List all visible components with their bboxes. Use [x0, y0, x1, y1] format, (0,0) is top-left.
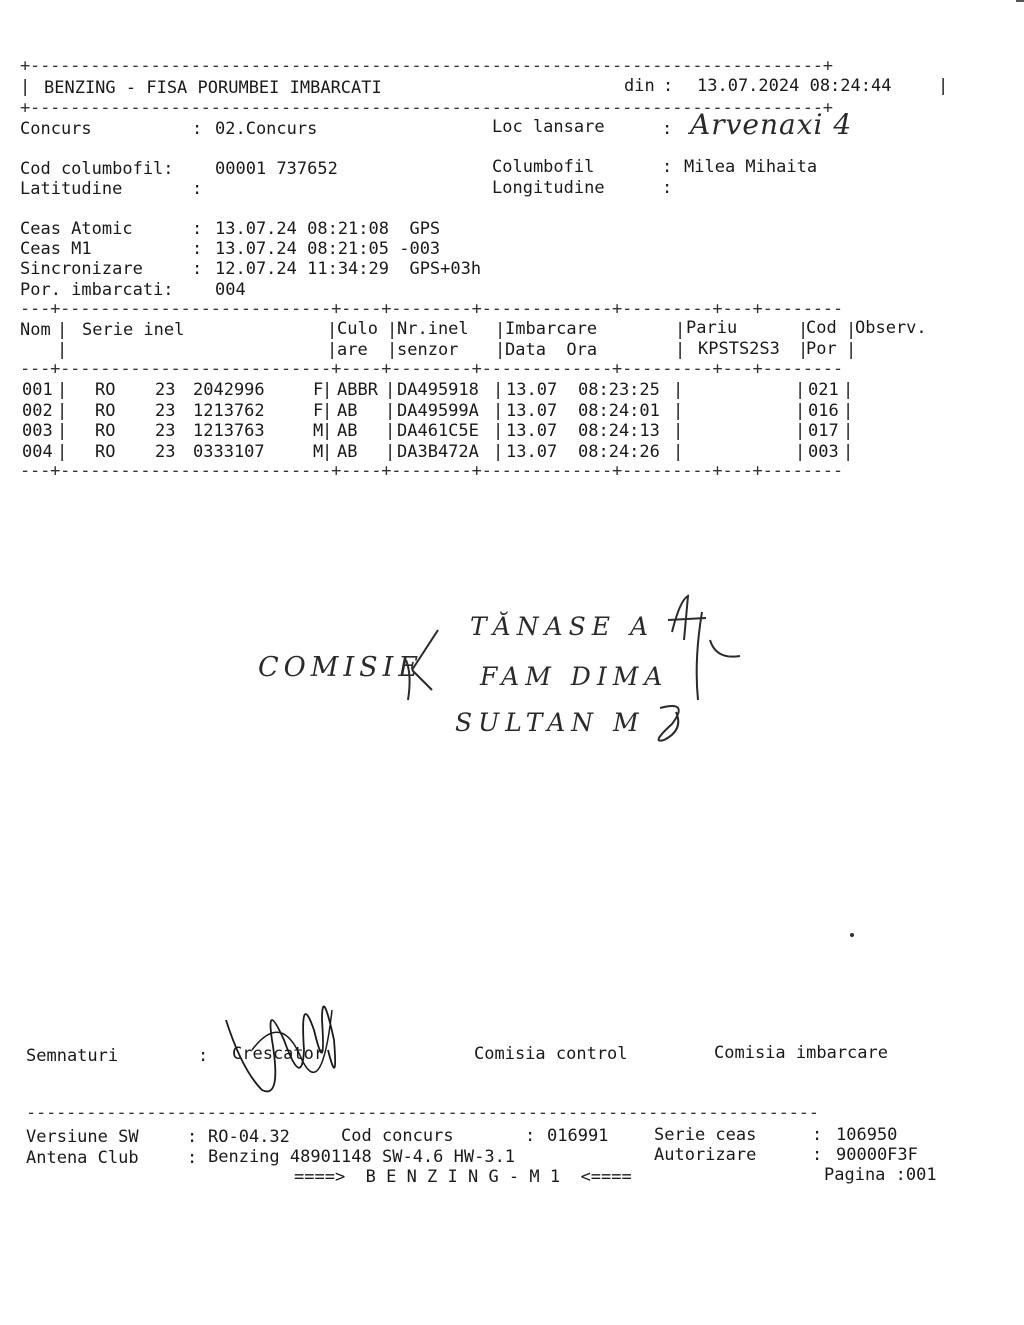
row-senzor: DA49599A [397, 400, 479, 421]
column-divider: | [385, 421, 396, 441]
column-divider: | [673, 421, 684, 441]
autorizare-value: 90000F3F [836, 1145, 918, 1165]
col-pariu-header-2: KPSTS2S3 [698, 339, 780, 359]
ceas-m1-label: Ceas M1 [20, 239, 92, 259]
header-column-divider: | [495, 340, 506, 360]
col-culoare-header-2: are [337, 340, 368, 360]
header-column-divider: | [798, 320, 809, 340]
date-label: din [624, 76, 655, 96]
column-divider: | [57, 380, 68, 400]
column-divider: | [795, 400, 806, 421]
row-an: 23 [155, 441, 176, 462]
column-divider: | [57, 441, 68, 462]
versiune-value: RO-04.32 [208, 1127, 290, 1147]
table-top-border: ---+---------------------------+----+--------+-------------+---------+---+-------- [20, 299, 843, 319]
row-senzor: DA3B472A [397, 441, 479, 462]
header-column-divider: | [675, 340, 686, 360]
header-column-divider: | [387, 340, 398, 360]
serie-ceas-label: Serie ceas [654, 1125, 757, 1145]
row-tara: RO [95, 380, 116, 400]
header-column-divider: | [327, 320, 338, 340]
row-cod: 017 [808, 421, 839, 441]
por-imbarcati-value: 004 [215, 280, 246, 300]
columbofil-value: Milea Mihaita [684, 157, 818, 177]
row-nom: 001 [22, 380, 53, 400]
column-divider: | [493, 441, 504, 462]
row-nom: 004 [22, 441, 53, 462]
column-divider: | [673, 380, 684, 400]
versiune-label: Versiune SW [26, 1127, 139, 1147]
column-divider: | [843, 441, 854, 462]
row-ora: 08:24:01 [578, 400, 660, 421]
row-data: 13.07 [506, 441, 558, 462]
row-an: 23 [155, 380, 176, 400]
table-header-separator: ---+---------------------------+----+--------+-------------+---------+---+-------- [20, 359, 843, 379]
col-imbarcare-header-2: Data Ora [505, 340, 598, 360]
col-senzor-header: Nr.inel [397, 319, 469, 339]
row-sex: M [313, 441, 324, 462]
column-divider: | [493, 400, 504, 421]
row-ora: 08:24:26 [578, 441, 660, 462]
header-column-divider: | [846, 340, 857, 360]
row-tara: RO [95, 441, 116, 462]
ceas-atomic-label: Ceas Atomic [20, 219, 133, 239]
row-data: 13.07 [506, 380, 558, 400]
handwritten-member-3: SULTAN M [455, 708, 645, 737]
table-bottom-border: ---+---------------------------+----+--------+-------------+---------+---+-------- [20, 461, 843, 481]
row-senzor: DA495918 [397, 380, 479, 400]
row-cod: 021 [808, 380, 839, 400]
col-culoare-header: Culo [337, 319, 378, 339]
row-sex: F [313, 380, 324, 400]
longitudine-label: Longitudine [492, 178, 605, 198]
column-divider: | [57, 400, 68, 421]
col-cod-header: Cod [806, 318, 837, 338]
semnaturi-label: Semnaturi [26, 1046, 119, 1066]
column-divider: | [795, 441, 806, 462]
col-serie-header: Serie inel [82, 320, 185, 340]
column-divider: | [322, 400, 333, 421]
row-data: 13.07 [506, 421, 558, 441]
column-divider: | [493, 421, 504, 441]
autorizare-label: Autorizare [654, 1145, 757, 1165]
footer-separator: ------------------------------------------------------------------------------- [26, 1103, 819, 1123]
handwritten-member-2: FAM DIMA [480, 662, 669, 691]
row-ora: 08:24:13 [578, 421, 660, 441]
header-column-divider: | [495, 320, 506, 340]
header-column-divider: | [327, 340, 338, 360]
comisia-imbarcare-label: Comisia imbarcare [714, 1043, 888, 1063]
antena-value: Benzing 48901148 SW-4.6 HW-3.1 [208, 1147, 516, 1167]
row-sex: M [313, 421, 324, 441]
column-divider: | [795, 380, 806, 400]
columbofil-label: Columbofil [492, 157, 595, 177]
concurs-label: Concurs [20, 119, 92, 139]
row-culoare: AB [337, 400, 358, 421]
sincronizare-value: 12.07.24 11:34:29 GPS+03h [215, 259, 482, 279]
col-pariu-header: Pariu [686, 318, 738, 338]
column-divider: | [843, 380, 854, 400]
column-divider: | [795, 421, 806, 441]
header-right-border: | [938, 76, 949, 96]
header-bottom-border: +-------------------------------------------------------------------------------+ [20, 98, 833, 118]
column-divider: | [493, 380, 504, 400]
row-an: 23 [155, 421, 176, 441]
col-imbarcare-header: Imbarcare [505, 319, 598, 339]
row-cod: 016 [808, 400, 839, 421]
concurs-value: 02.Concurs [215, 119, 318, 139]
loc-lansare-handwritten: Arvenaxi 4 [690, 108, 853, 141]
col-nom-header: Nom [20, 320, 51, 340]
column-divider: | [57, 421, 68, 441]
loc-lansare-label: Loc lansare [492, 117, 605, 137]
row-ora: 08:23:25 [578, 380, 660, 400]
row-inel: 1213762 [193, 400, 265, 421]
row-inel: 0333107 [193, 441, 265, 462]
print-date: 13.07.2024 08:24:44 [697, 76, 892, 96]
device-banner: ====> B E N Z I N G - M 1 <==== [294, 1167, 632, 1187]
row-nom: 003 [22, 421, 53, 441]
sincronizare-label: Sincronizare [20, 259, 143, 279]
column-divider: | [385, 441, 396, 462]
row-data: 13.07 [506, 400, 558, 421]
cod-columbofil-value: 00001 737652 [215, 159, 338, 179]
column-divider: | [322, 421, 333, 441]
antena-label: Antena Club [26, 1148, 139, 1168]
column-divider: | [843, 421, 854, 441]
row-tara: RO [95, 400, 116, 421]
document-title: BENZING - FISA PORUMBEI IMBARCATI [44, 78, 382, 98]
por-imbarcati-label: Por. imbarcati: [20, 280, 174, 300]
row-cod: 003 [808, 441, 839, 462]
page-number: Pagina :001 [824, 1165, 937, 1185]
ceas-m1-value: 13.07.24 08:21:05 -003 [215, 239, 441, 259]
column-divider: | [843, 400, 854, 421]
row-inel: 2042996 [193, 380, 265, 400]
row-an: 23 [155, 400, 176, 421]
header-column-divider: | [675, 320, 686, 340]
column-divider: | [322, 441, 333, 462]
header-column-divider: | [57, 320, 68, 340]
cod-concurs-value: 016991 [547, 1126, 609, 1146]
header-column-divider: | [387, 320, 398, 340]
header-column-divider: | [57, 340, 68, 360]
row-tara: RO [95, 421, 116, 441]
col-observ-header: Observ. [855, 318, 927, 338]
ceas-atomic-value: 13.07.24 08:21:08 GPS [215, 219, 441, 239]
row-culoare: ABBR [337, 380, 378, 400]
cod-columbofil-label: Cod columbofil: [20, 159, 174, 179]
column-divider: | [673, 441, 684, 462]
column-divider: | [673, 400, 684, 421]
latitudine-label: Latitudine [20, 179, 123, 199]
header-column-divider: | [846, 320, 857, 340]
scan-edge-mark [1016, 0, 1024, 10]
handwritten-comisie: COMISIE [258, 652, 423, 683]
comisia-control-label: Comisia control [474, 1044, 628, 1064]
column-divider: | [385, 400, 396, 421]
column-divider: | [322, 380, 333, 400]
cod-concurs-label: Cod concurs [341, 1126, 454, 1146]
row-nom: 002 [22, 400, 53, 421]
handwritten-member-1: TĂNASE A [470, 612, 655, 641]
crescator-signature [222, 980, 362, 1110]
col-senzor-header-2: senzor [397, 340, 459, 360]
row-culoare: AB [337, 441, 358, 462]
row-sex: F [313, 400, 324, 421]
row-senzor: DA461C5E [397, 421, 479, 441]
header-column-divider: | [798, 340, 809, 360]
row-inel: 1213763 [193, 421, 265, 441]
row-culoare: AB [337, 421, 358, 441]
crescator-label: Crescator [232, 1044, 325, 1064]
header-left-border: | [20, 77, 31, 97]
serie-ceas-value: 106950 [836, 1125, 898, 1145]
column-divider: | [385, 380, 396, 400]
header-top-border: +-------------------------------------------------------------------------------+ [20, 56, 833, 76]
col-cod-header-2: Por [806, 339, 837, 359]
